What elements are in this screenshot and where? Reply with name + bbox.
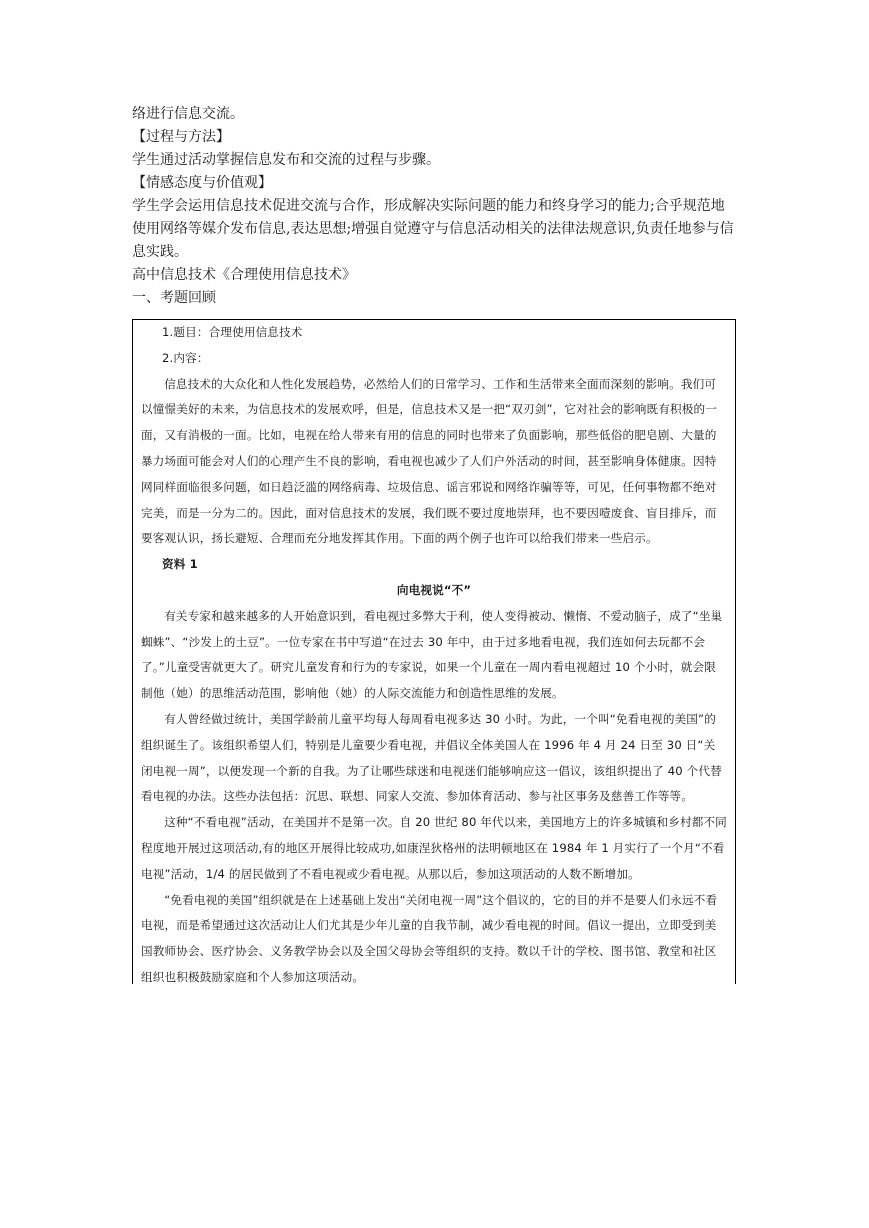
attitude-values-text: 学生学会运用信息技术促进交流与合作，形成解决实际问题的能力和终身学习的能力;合乎规范地使用网络等媒介发布信息,表达思想;增强自觉遵守与信息活动相关的法律法规意识,负责任地参与信息实践。 [132,198,734,260]
content-label: 2.内容： [162,350,209,365]
article-paragraph-1: 有关专家和越来越多的人开始意识到，看电视过多弊大于利，使人变得被动、懒惰、不爱动脑子，成了“坐巢蜘蛛”、“沙发上的土豆”。一位专家在书中写道“在过去 30 年中，由于过多地看电视，我们连如何去玩都不会了。”儿童受害就更大了。研究儿童发育和行为的专家说，如果一个儿童在一周内看电视超过 10 个小时，就会限制他（她）的思维活动范围，影响他（她）的人际交流能力和创造性思维的发展。 [141,608,723,701]
process-method-heading: 【过程与方法】 [132,129,230,145]
question-topic: 1.题目：合理使用信息技术 [162,325,303,339]
article-paragraph-2: 有人曾经做过统计，美国学龄前儿童平均每人每周看电视多达 30 小时。为此，一个叫“免看电视的美国”的组织诞生了。该组织希望人们，特别是儿童要少看电视，并倡议全体美国人在 1996 年 4 月 24 日至 30 日“关闭电视一周”，以便发现一个新的自我。为了让哪些球迷和电视迷们能够响应这一倡议，该组织提出了 40 个代替看电视的办法。这些办法包括：沉思、联想、同家人交流、参加体育活动、参与社区事务及慈善工作等等。 [141,711,722,804]
article-paragraph-4: “免看电视的美国”组织就是在上述基础上发出“关闭电视一周”这个倡议的，它的目的并不是要人们永远不看电视，而是希望通过这次活动让人们尤其是少年儿童的自我节制，减少看电视的时间。倡议一提出，立即受到美国教师协会、医疗协会、义务教学协会以及全国父母协会等组织的支持。数以千计的学校、图书馆、教堂和社区组织也积极鼓励家庭和个人参加这项活动。 [141,892,718,984]
exam-question-box [132,319,736,984]
objectives-section [132,103,738,310]
intro-paragraph: 信息技术的大众化和人性化发展趋势，必然给人们的日常学习、工作和生活带来全面而深刻的影响。我们可以憧憬美好的未来，为信息技术的发展欢呼，但是，信息技术又是一把“双刃剑”，它对社会的影响既有积极的一面，又有消极的一面。比如，电视在给人带来有用的信息的同时也带来了负面影响，那些低俗的肥皂剧、大量的暴力场面可能会对人们的心理产生不良的影响，看电视也减少了人们户外活动的时间，甚至影响身体健康。因特网同样面临很多问题，如日趋泛滥的网络病毒、垃圾信息、谣言邪说和网络诈骗等等，可见，任何事物都不绝对完美，而是一分为二的。因此，面对信息技术的发展，我们既不要过度地崇拜，也不要因噎废食、盲目排斥，而要客观认识，扬长避短、合理而充分地发挥其作用。下面的两个例子也许可以给我们带来一些启示。 [141,376,718,546]
continued-line: 络进行信息交流。 [132,106,244,122]
course-title: 高中信息技术《合理使用信息技术》 [132,267,356,283]
process-method-text: 学生通过活动掌握信息发布和交流的过程与步骤。 [132,152,440,168]
resource-label: 资料 1 [162,557,198,572]
section-title: 一、考题回顾 [132,290,216,306]
attitude-values-heading: 【情感态度与价值观】 [132,175,272,191]
article-paragraph-3: 这种“不看电视”活动，在美国并不是第一次。自 20 世纪 80 年代以来，美国地方上的许多城镇和乡村都不同程度地开展过这项活动,有的地区开展得比较成功,如康涅狄格州的法明顿地区在 1984 年 1 月实行了一个月“不看电视”活动，1/4 的居民做到了不看电视或少看电视。从那以后，参加这项活动的人数不断增加。 [141,815,727,881]
article-title: 向电视说“不” [396,582,472,597]
